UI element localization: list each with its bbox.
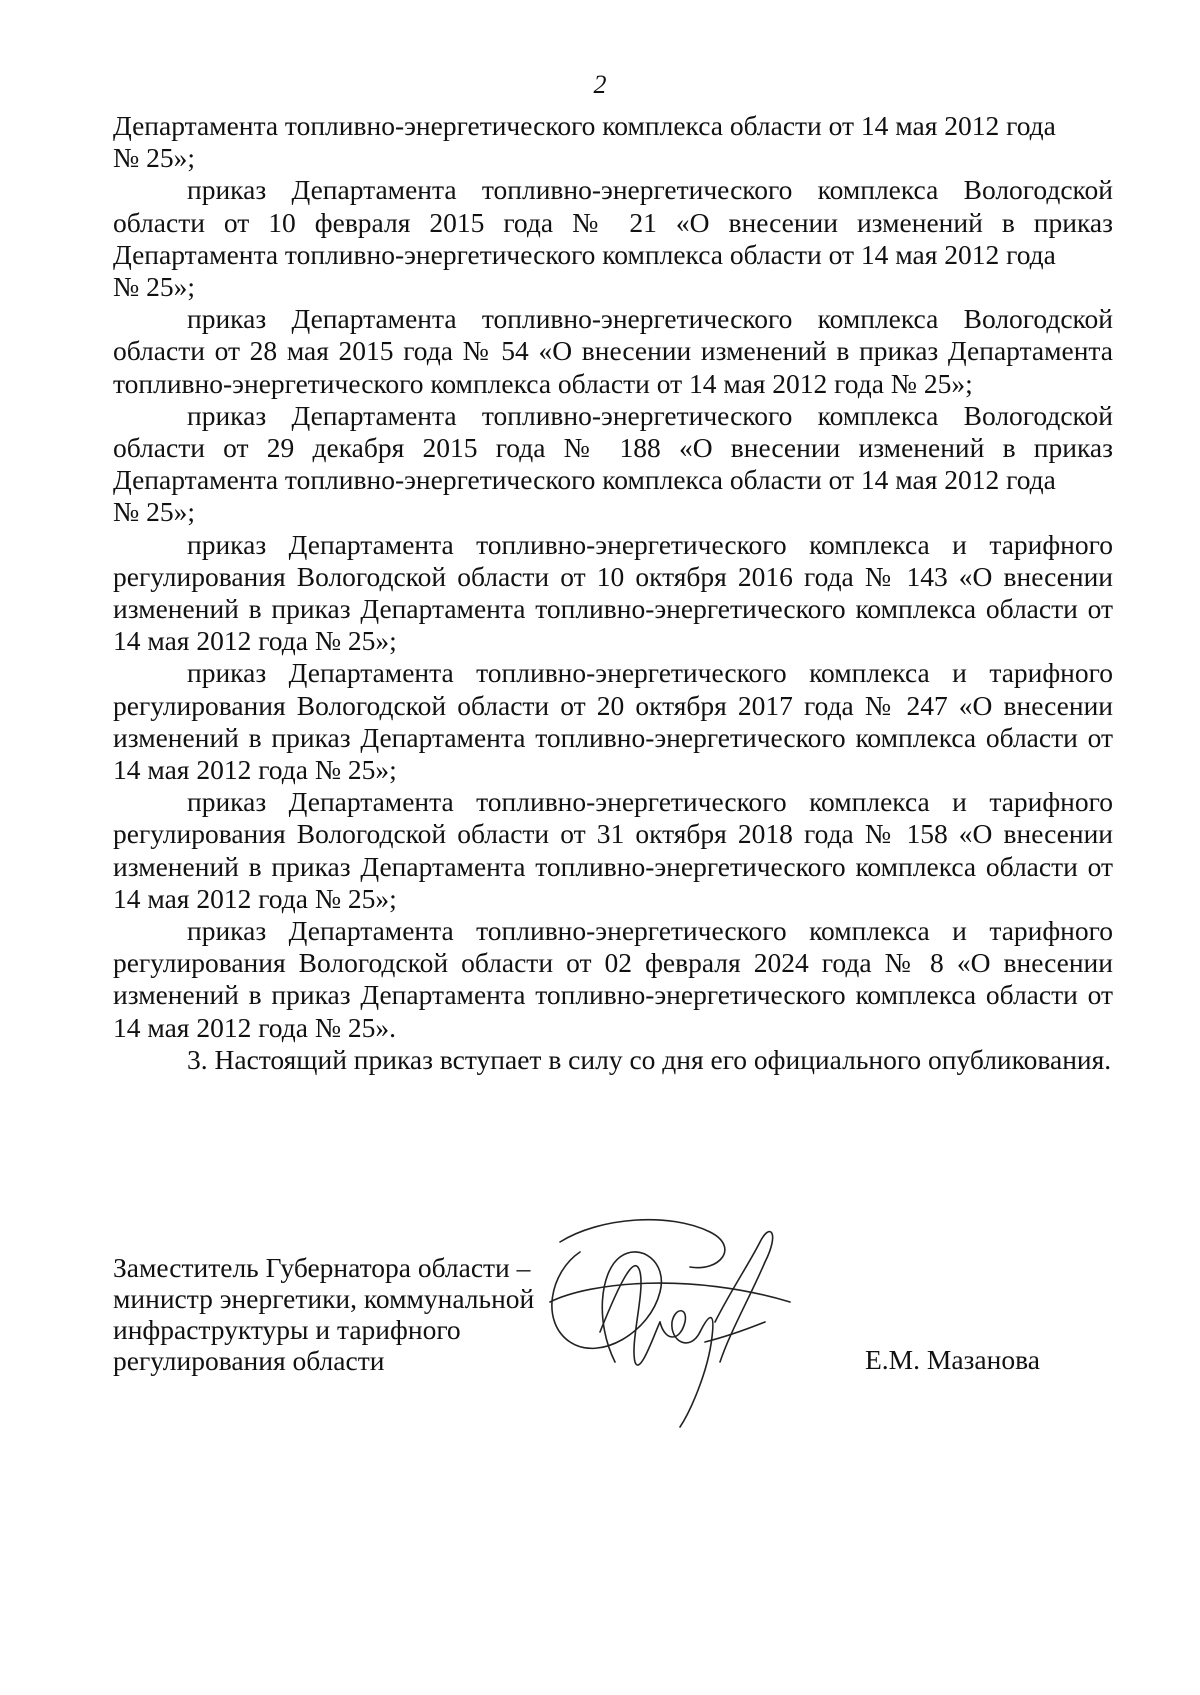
paragraph-order-2024-8: приказ Департамента топливно-энергетического комплекса и тарифного регулирования Вологодской области от 02 февраля 2024 года № 8 «О внесении изменений в приказ Департамента топливно-энергетического комплекса области от 14 мая 2012 года № 25». — [113, 915, 1113, 1043]
paragraph-order-2018-158: приказ Департамента топливно-энергетического комплекса и тарифного регулирования Вологодской области от 31 октября 2018 года № 158 «О внесении изменений в приказ Департамента топливно-энергетического комплекса области от 14 мая 2012 года № 25»; — [113, 786, 1113, 914]
document-body — [113, 110, 1113, 1076]
handwritten-signature-icon — [540, 1212, 800, 1442]
paragraph-order-2017-247: приказ Департамента топливно-энергетического комплекса и тарифного регулирования Вологодской области от 20 октября 2017 года № 247 «О внесении изменений в приказ Департамента топливно-энергетического комплекса области от 14 мая 2012 года № 25»; — [113, 657, 1113, 786]
page-number: 2 — [593, 70, 607, 99]
paragraph-order-2015-54: приказ Департамента топливно-энергетического комплекса Вологодской области от 28 мая 2015 года № 54 «О внесении изменений в приказ Департамента топливно-энергетического комплекса области от 14 мая 2012 года № 25»; — [113, 303, 1113, 399]
paragraph-order-2015-21: приказ Департамента топливно-энергетического комплекса Вологодской области от 10 февраля 2015 года № 21 «О внесении изменений в приказ Департамента топливно-энергетического комплекса области от 14 мая 2012 года № 25»; — [113, 174, 1113, 303]
signatory-position: Заместитель Губернатора области – министр энергетики, коммунальной инфраструктуры и тарифного регулирования области — [113, 1252, 535, 1376]
signer-name: Е.М. Мазанова — [865, 1344, 1040, 1375]
paragraph-item-3: 3. Настоящий приказ вступает в силу со дня его официального опубликования. — [187, 1043, 1112, 1075]
paragraph-order-2016-143: приказ Департамента топливно-энергетического комплекса и тарифного регулирования Вологодской области от 10 октября 2016 года № 143 «О внесении изменений в приказ Департамента топливно-энергетического комплекса области от 14 мая 2012 года № 25»; — [113, 528, 1113, 657]
paragraph-continuation: Департамента топливно-энергетического комплекса области от 14 мая 2012 года № 25»; — [113, 110, 1056, 174]
paragraph-order-2015-188: приказ Департамента топливно-энергетического комплекса Вологодской области от 29 декабря 2015 года № 188 «О внесении изменений в приказ Департамента топливно-энергетического комплекса области от 14 мая 2012 года № 25»; — [113, 399, 1113, 528]
